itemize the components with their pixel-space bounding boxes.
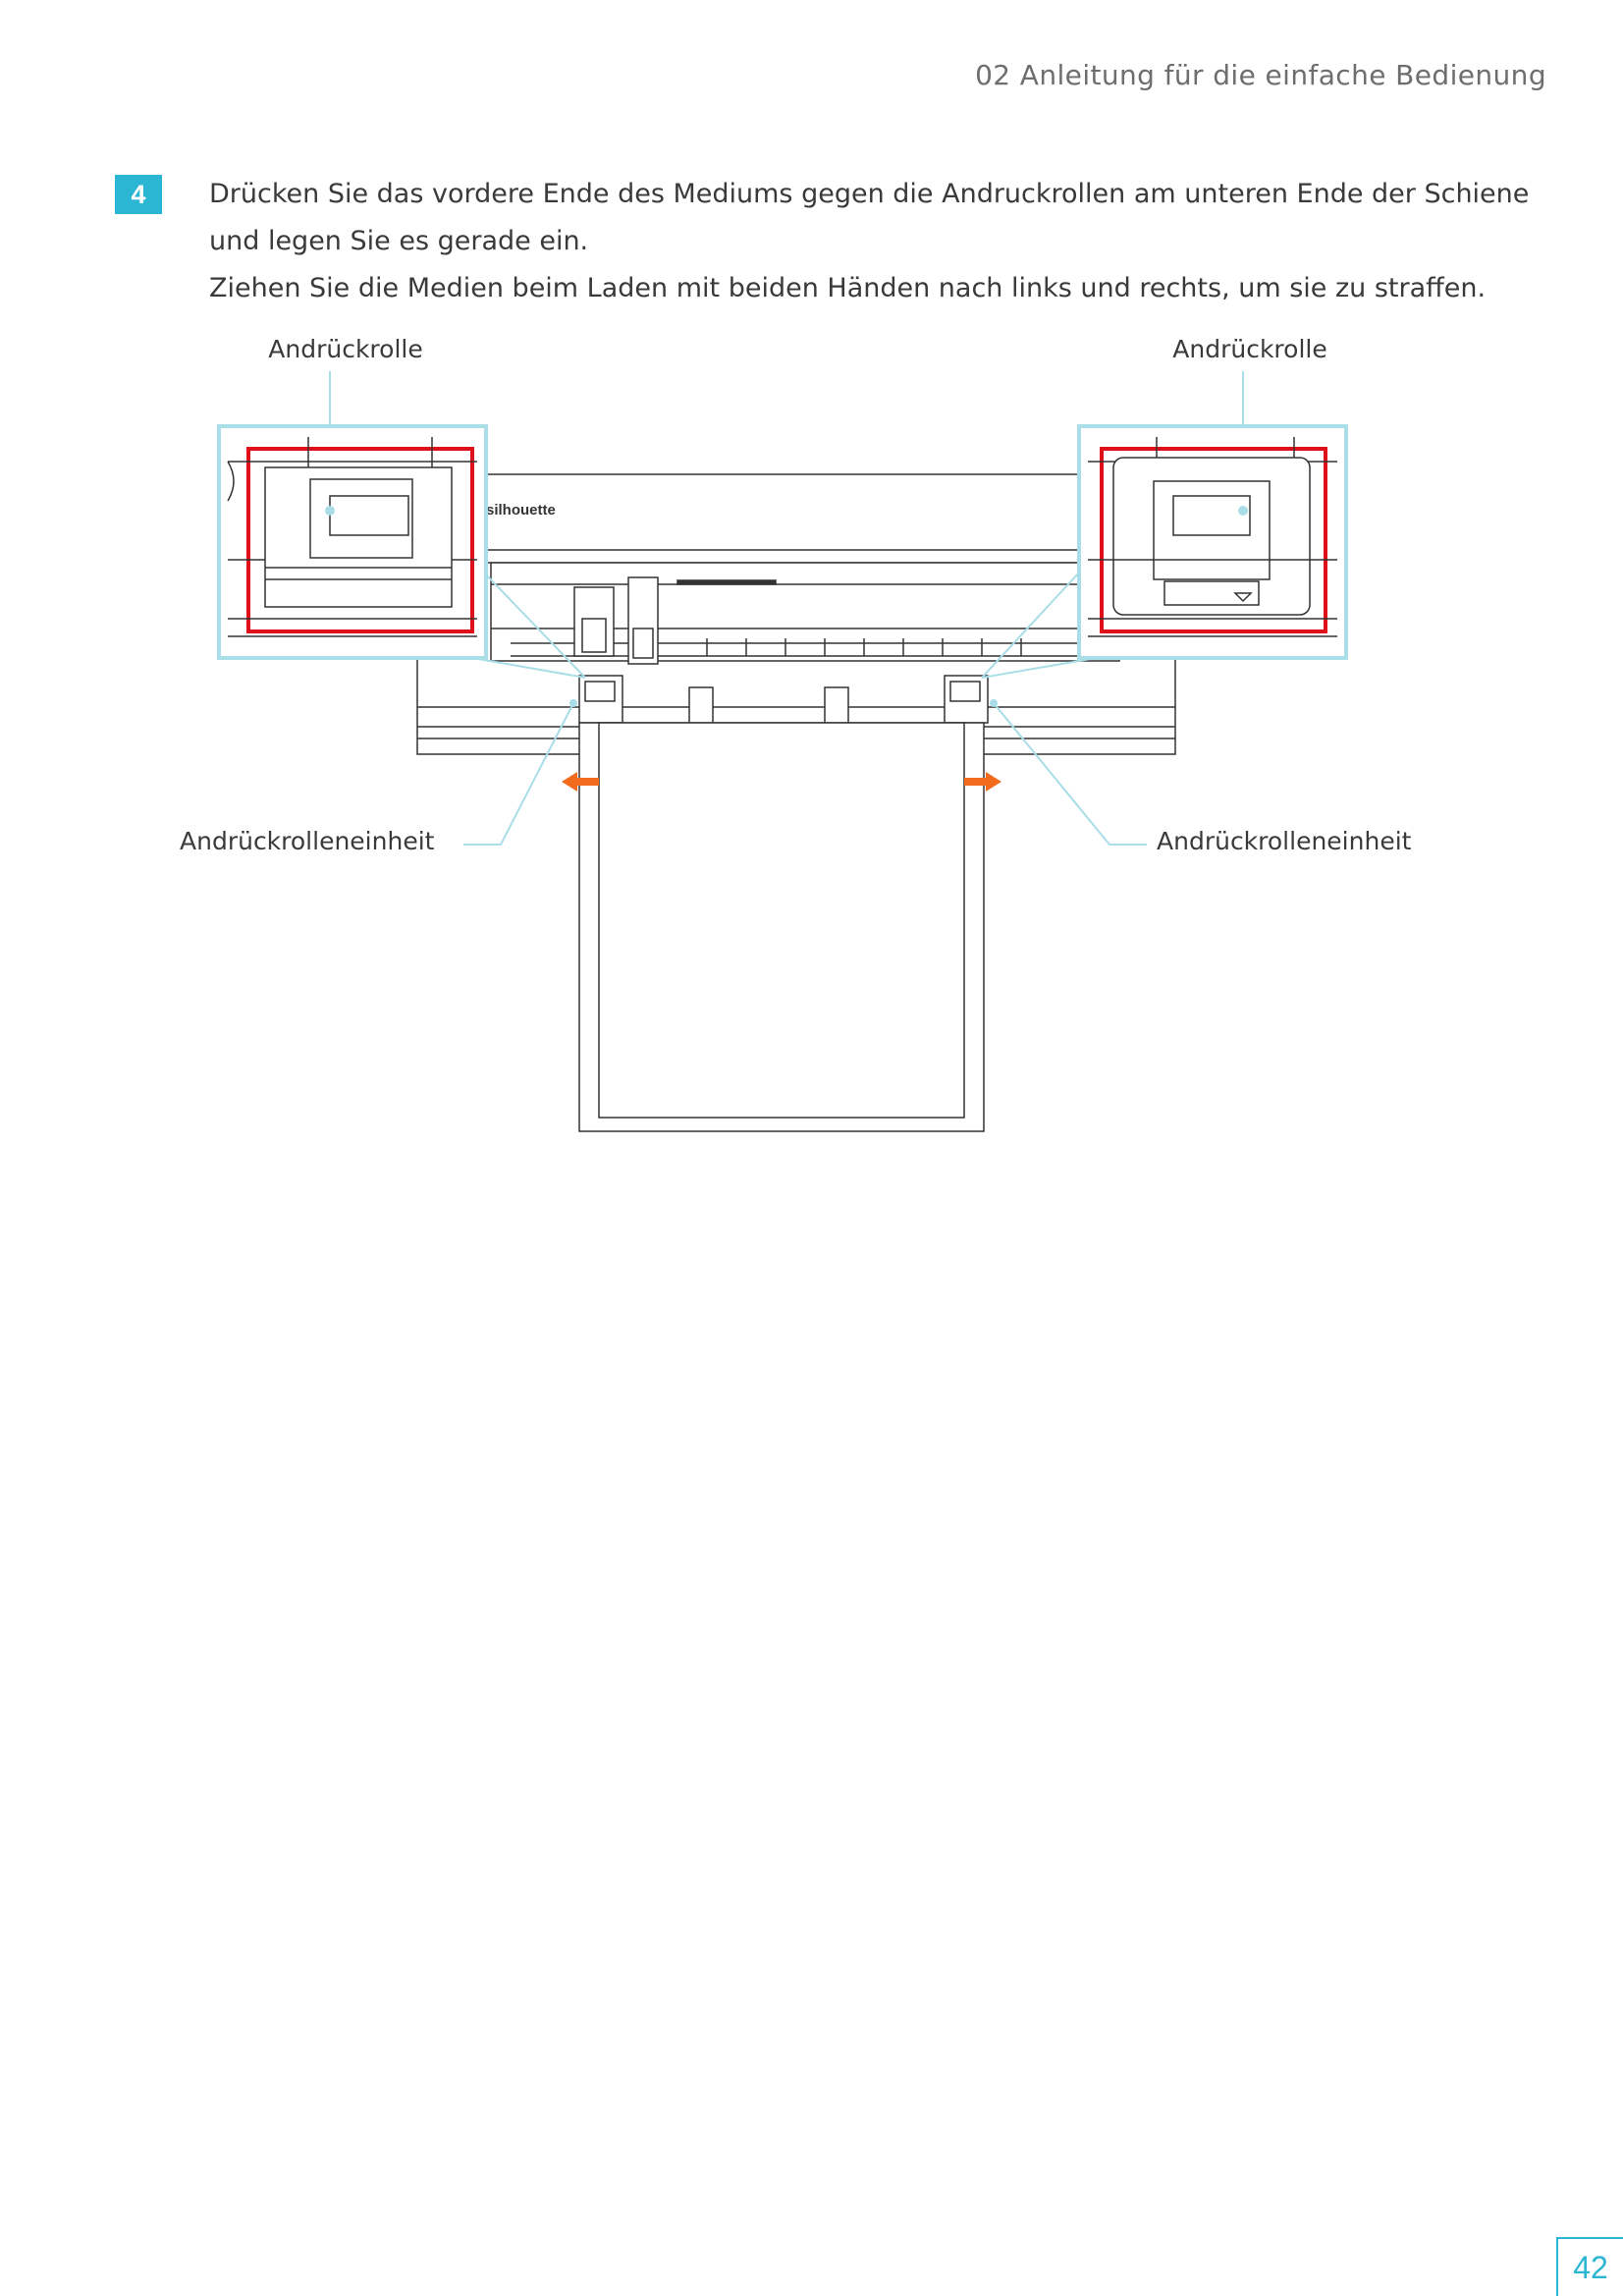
section-title: 02 Anleitung für die einfache Bedienung	[975, 59, 1546, 91]
step-instructions	[209, 171, 1544, 312]
label-roller-right: Andrückrolle	[1172, 335, 1327, 363]
zoom-callout-right	[1079, 426, 1346, 658]
connector-dot-left	[569, 699, 577, 707]
connector-dot-right	[990, 699, 998, 707]
cutter-illustration	[0, 314, 1623, 1169]
label-unit-left: Andrückrolleneinheit	[180, 827, 435, 855]
brand-logo-text: silhouette	[486, 502, 556, 519]
label-roller-left: Andrückrolle	[268, 335, 423, 363]
label-unit-right: Andrückrolleneinheit	[1157, 827, 1412, 855]
media-sheet	[579, 723, 984, 1131]
page-number: 42	[1556, 2237, 1623, 2296]
step-number-badge: 4	[115, 175, 162, 214]
zoom-callout-left	[219, 426, 486, 658]
step-paragraph-2: Ziehen Sie die Medien beim Laden mit beiden Händen nach links und rechts, um sie zu straffen.	[209, 273, 1487, 303]
step-paragraph-1: Drücken Sie das vordere Ende des Mediums gegen die Andruckrollen am unteren Ende der Schiene und legen Sie es gerade ein.	[209, 179, 1530, 256]
